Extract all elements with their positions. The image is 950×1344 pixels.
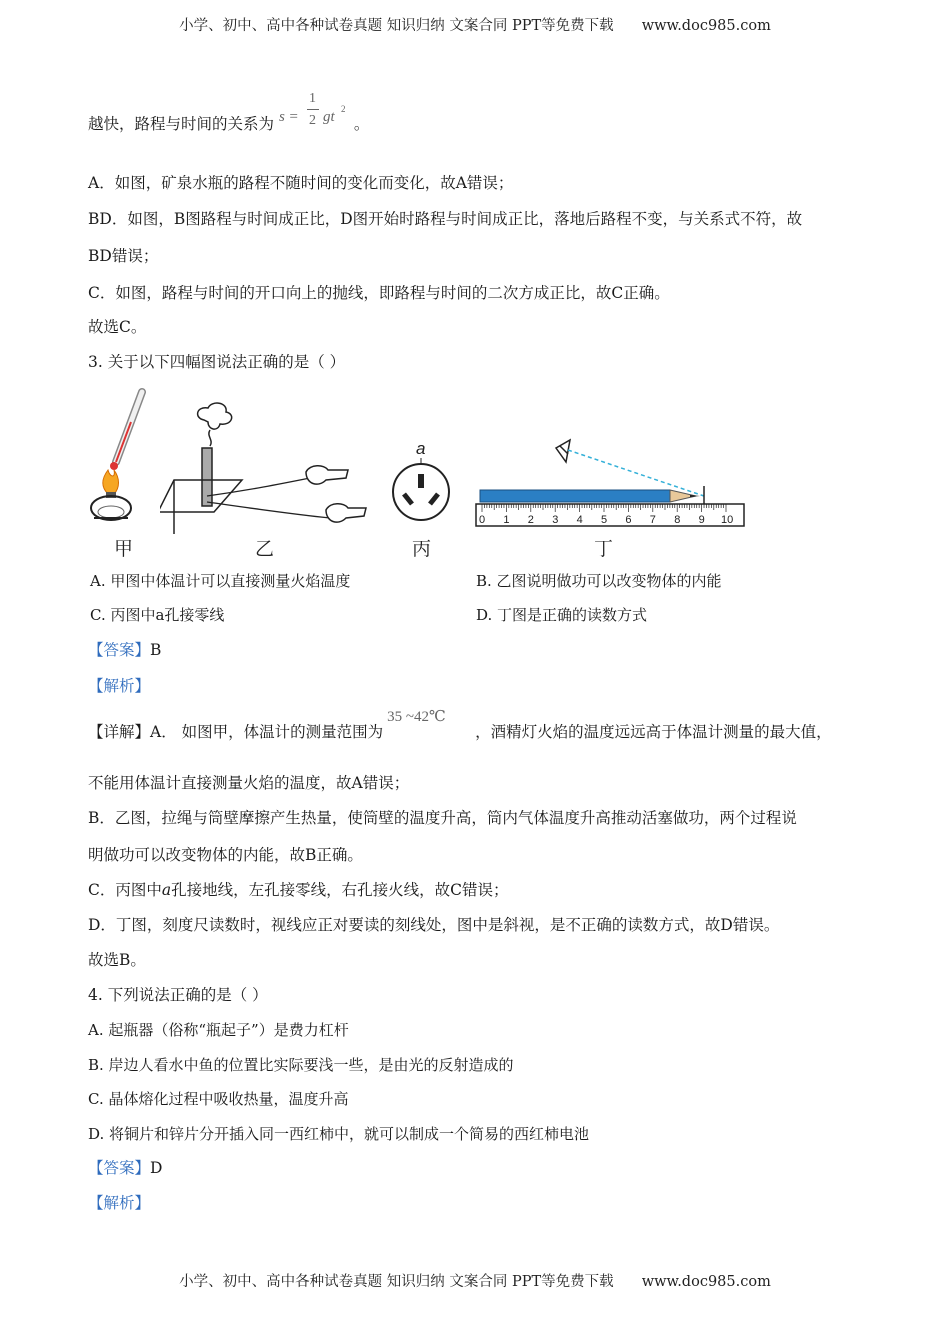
figure-bing-socket — [388, 436, 458, 526]
detail-a-rest: ，酒精灯火焰的温度远远高于体温计测量的最大值， — [475, 723, 832, 741]
q3-analysis-tag: 【解析】 — [88, 677, 151, 695]
q4-answer-tag: 【答案】 — [88, 1159, 151, 1177]
metal-tube — [202, 448, 212, 506]
ruler-tick-label: 9 — [698, 514, 705, 526]
page-footer — [0, 1270, 950, 1291]
figure-label-bing: 丙 — [412, 538, 432, 560]
q3-detail-a-2: 不能用体温计直接测量火焰的温度，故A错误； — [88, 774, 410, 792]
q4-analysis-tag: 【解析】 — [88, 1194, 151, 1212]
socket-hole-a — [418, 474, 424, 488]
socket-icon — [393, 464, 449, 520]
figure-label-jia: 甲 — [114, 538, 134, 560]
sight-line — [568, 450, 704, 496]
q4-answer-value: D — [150, 1159, 163, 1177]
q3-detail-a — [88, 709, 832, 743]
ruler-tick-label: 1 — [503, 514, 510, 526]
formula-numerator: 1 — [308, 91, 316, 106]
formula-gt: gt — [322, 109, 335, 125]
q4-answer — [88, 1158, 162, 1178]
ruler-tick-label: 2 — [527, 514, 534, 526]
q2-option-c-explain: C．如图，路程与时间的开口向上的抛线，即路程与时间的二次方成正比，故C正确。 — [88, 284, 670, 302]
q3-conclusion: 故选B。 — [88, 951, 146, 969]
q2-conclusion: 故选C。 — [88, 318, 147, 336]
q2-intro — [88, 91, 370, 135]
formula-lhs: s = — [278, 109, 299, 125]
header-site: www.doc985.com — [641, 18, 771, 34]
q3-option-a: A. 甲图中体温计可以直接测量火焰温度 — [90, 572, 351, 590]
thermometer-icon — [110, 392, 142, 470]
q2-intro-text: 越快，路程与时间的关系为 — [88, 115, 275, 133]
smoke-icon — [198, 403, 232, 446]
answer-tag: 【答案】 — [88, 641, 151, 659]
detail-tag: 【详解】 — [88, 723, 151, 741]
eye-icon — [556, 440, 570, 462]
ruler-tick-label: 4 — [576, 514, 583, 526]
ruler-tick-label: 6 — [625, 514, 632, 526]
table-board — [160, 480, 242, 512]
q4-option-b: B. 岸边人看水中鱼的位置比实际要浅一些，是由光的反射造成的 — [88, 1056, 514, 1074]
ruler-tick-label: 5 — [601, 514, 608, 526]
q4-option-d: D. 将铜片和锌片分开插入同一西红柿中，就可以制成一个简易的西红柿电池 — [88, 1125, 590, 1143]
q3-detail-d: D．丁图，刻度尺读数时，视线应正对要读的刻线处，图中是斜视，是不正确的读数方式，故D错误。 — [88, 916, 780, 934]
figure-yi-friction-tube — [160, 400, 370, 535]
ruler-tick-label: 0 — [479, 514, 486, 526]
temperature-range — [383, 709, 475, 743]
ruler-tick-label: 8 — [674, 514, 681, 526]
alcohol-lamp-icon — [91, 492, 131, 520]
q2-option-bd-explain-1: BD．如图，B图路程与时间成正比，D图开始时路程与时间成正比，落地后路程不变，与关系式不符，故 — [88, 210, 803, 228]
ruler-tick-label: 3 — [552, 514, 559, 526]
q4-stem: 4. 下列说法正确的是（ ） — [88, 986, 268, 1004]
footer-text: 小学、初中、高中各种试卷真题 知识归纳 文案合同 PPT等免费下载 — [179, 1274, 614, 1290]
detail-c-a: a — [161, 881, 172, 899]
q3-stem: 3. 关于以下四幅图说法正确的是（ ） — [88, 353, 346, 371]
q2-intro-end: 。 — [353, 115, 370, 133]
detail-a-text: A． 如图甲，体温计的测量范围为 — [150, 723, 384, 741]
header-text: 小学、初中、高中各种试卷真题 知识归纳 文案合同 PPT等免费下载 — [179, 18, 614, 34]
q3-option-c: C. 丙图中a孔接零线 — [90, 606, 225, 624]
q3-detail-c — [88, 880, 509, 900]
range-value: 35 ~42℃ — [387, 709, 446, 725]
q3-answer — [88, 640, 161, 660]
figure-ding-ruler — [470, 432, 750, 532]
q3-option-d: D. 丁图是正确的读数方式 — [476, 606, 648, 624]
footer-site: www.doc985.com — [641, 1274, 771, 1290]
figure-label-ding: 丁 — [594, 538, 614, 560]
detail-c-post: 孔接地线，左孔接零线，右孔接火线，故C错误； — [171, 881, 509, 899]
figure-jia-thermometer-lamp — [86, 386, 156, 526]
detail-c-pre: C．丙图中 — [88, 881, 162, 899]
flame-icon — [103, 470, 119, 494]
formula-denominator: 2 — [308, 113, 316, 128]
q3-detail-b-2: 明做功可以改变物体的内能，故B正确。 — [88, 846, 363, 864]
hand-icon — [306, 466, 366, 522]
q2-formula — [278, 91, 349, 135]
q3-detail-b-1: B．乙图，拉绳与筒壁摩擦产生热量，使筒壁的温度升高，筒内气体温度升高推动活塞做功，两个过程说 — [88, 809, 797, 827]
q2-option-bd-explain-2: BD错误； — [88, 247, 159, 265]
q2-option-a-explain: A．如图，矿泉水瓶的路程不随时间的变化而变化，故A错误； — [88, 174, 514, 192]
page-header — [0, 14, 950, 35]
pencil-icon — [480, 490, 700, 502]
socket-hole-label: a — [416, 439, 426, 458]
answer-value: B — [150, 641, 162, 659]
q4-option-c: C. 晶体熔化过程中吸收热量，温度升高 — [88, 1090, 349, 1108]
q4-option-a: A. 起瓶器（俗称“瓶起子”）是费力杠杆 — [88, 1021, 349, 1039]
figure-label-yi: 乙 — [255, 538, 275, 560]
ruler-tick-label: 7 — [649, 514, 656, 526]
ruler-tick-label: 10 — [721, 514, 734, 526]
q3-option-b: B. 乙图说明做功可以改变物体的内能 — [476, 572, 722, 590]
formula-fraction-bar — [307, 109, 319, 110]
formula-exponent: 2 — [340, 104, 346, 114]
